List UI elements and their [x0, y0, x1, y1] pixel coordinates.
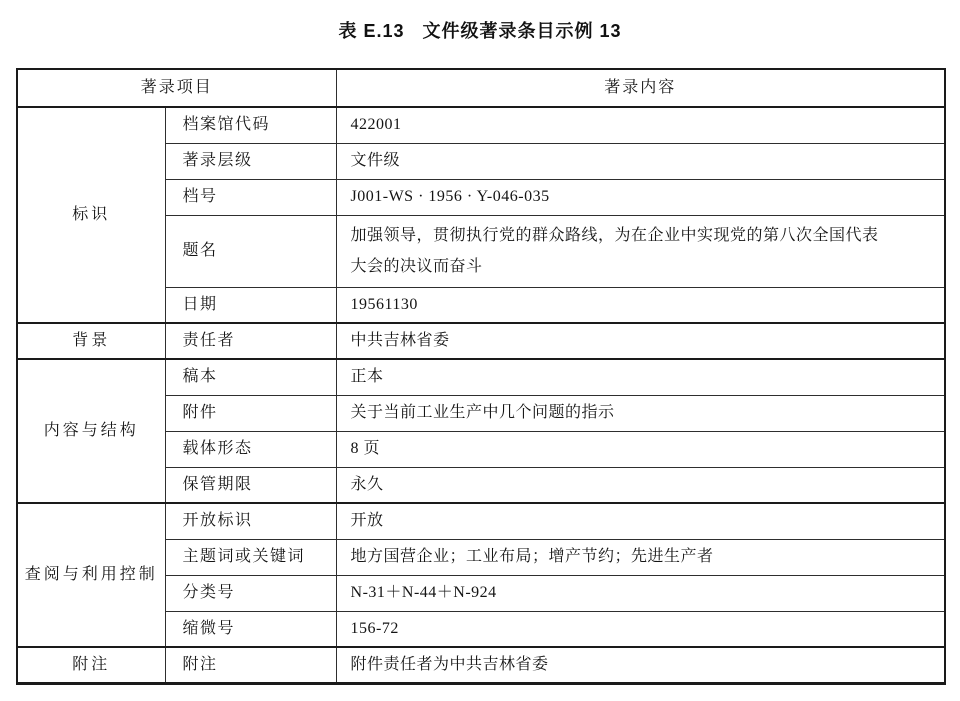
table-row — [17, 359, 945, 395]
table-header-row — [17, 69, 945, 107]
field-cell: 日期 — [165, 287, 336, 323]
content-cell: 永久 — [336, 467, 945, 503]
content-cell: 中共吉林省委 — [336, 323, 945, 359]
content-cell: 8 页 — [336, 431, 945, 467]
description-table — [16, 68, 946, 685]
table-body — [17, 107, 945, 683]
field-cell: 档案馆代码 — [165, 107, 336, 143]
category-cell: 标识 — [17, 107, 165, 323]
content-cell: 156-72 — [336, 611, 945, 647]
content-cell: 422001 — [336, 107, 945, 143]
field-cell: 附注 — [165, 647, 336, 683]
category-cell: 内容与结构 — [17, 359, 165, 503]
field-cell: 载体形态 — [165, 431, 336, 467]
table-caption — [0, 17, 960, 43]
content-cell: 关于当前工业生产中几个问题的指示 — [336, 395, 945, 431]
category-cell: 查阅与利用控制 — [17, 503, 165, 647]
category-cell: 背景 — [17, 323, 165, 359]
field-cell: 附件 — [165, 395, 336, 431]
header-cell-content: 著录内容 — [336, 69, 945, 107]
field-cell: 著录层级 — [165, 143, 336, 179]
content-cell: 19561130 — [336, 287, 945, 323]
table-caption-title: 文件级著录条目示例 13 — [422, 21, 622, 41]
table-row — [17, 503, 945, 539]
category-cell: 附注 — [17, 647, 165, 683]
field-cell: 开放标识 — [165, 503, 336, 539]
content-cell: 地方国营企业；工业布局；增产节约；先进生产者 — [336, 539, 945, 575]
content-cell: N-31＋N-44＋N-924 — [336, 575, 945, 611]
header-cell-items: 著录项目 — [17, 69, 336, 107]
field-cell: 分类号 — [165, 575, 336, 611]
content-cell: 开放 — [336, 503, 945, 539]
field-cell: 缩微号 — [165, 611, 336, 647]
table-caption-label: 表 E.13 — [338, 21, 405, 41]
field-cell: 主题词或关键词 — [165, 539, 336, 575]
table-row — [17, 647, 945, 683]
field-cell: 稿本 — [165, 359, 336, 395]
content-cell: J001-WS · 1956 · Y-046-035 — [336, 179, 945, 215]
content-cell: 附件责任者为中共吉林省委 — [336, 647, 945, 683]
table-row — [17, 323, 945, 359]
field-cell: 档号 — [165, 179, 336, 215]
content-cell: 加强领导，贯彻执行党的群众路线，为在企业中实现党的第八次全国代表大会的决议而奋斗 — [336, 215, 945, 287]
field-cell: 题名 — [165, 215, 336, 287]
field-cell: 保管期限 — [165, 467, 336, 503]
content-cell: 正本 — [336, 359, 945, 395]
content-cell: 文件级 — [336, 143, 945, 179]
table-row — [17, 107, 945, 143]
field-cell: 责任者 — [165, 323, 336, 359]
